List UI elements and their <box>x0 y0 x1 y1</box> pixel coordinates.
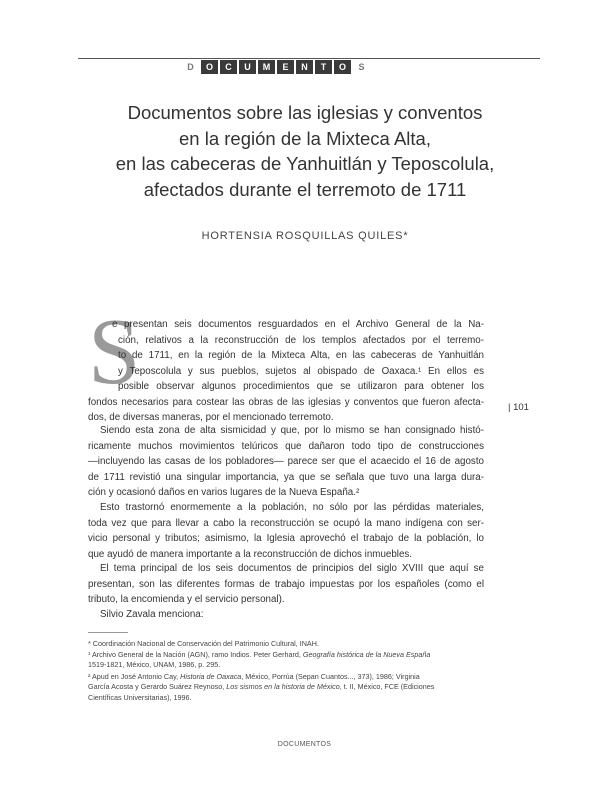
paragraph-1 <box>88 317 484 426</box>
section-header <box>182 60 370 74</box>
footnote-2 <box>88 672 498 703</box>
text-line: Siendo esta zona de alta sismicidad y que, por lo mismo se han consignado histó- <box>100 425 484 436</box>
footer-label: DOCUMENTOS <box>277 741 332 748</box>
text-line: ción, relativos a la reconstrucción de los templos afectados por el terremo- <box>118 334 484 346</box>
section-header-letter: T <box>315 60 332 74</box>
document-title <box>60 100 550 202</box>
drop-cap: S <box>88 300 141 404</box>
title-line: Documentos sobre las iglesias y conventos <box>127 102 483 123</box>
text-line: Esto trastornó enormemente a la población, no sólo por las pérdidas materiales, <box>100 502 484 513</box>
section-header-letter: C <box>220 60 237 74</box>
text-line: tributo, la encomienda y el servicio personal). <box>88 594 285 605</box>
paragraph-5 <box>88 607 484 623</box>
section-header-letter: O <box>201 60 218 74</box>
text-line: to de 1711, en la región de la Mixteca Alta, en las cabeceras de Yanhuitlán <box>118 350 484 361</box>
text-line: —incluyendo las casas de los pobladores— parece ser que el acaecido el 16 de agosto <box>88 456 484 467</box>
text-line: ricamente muchos movimientos telúricos que dañaron todo tipo de construcciones <box>88 440 484 452</box>
section-header-letter: S <box>358 62 365 72</box>
footnote-star <box>88 639 319 649</box>
text-line: posible observar algunos procedimientos que se utilizaron para obtener los <box>118 381 484 392</box>
footnote-text: , México, Porrúa (Sepan Cuantos..., 373), 1986; Virginia <box>241 672 420 681</box>
text-line: El tema principal de los seis documentos de principios del siglo XVIII que aquí se <box>100 563 484 574</box>
footnote-text: Científicas Universitarias), 1996. <box>88 692 192 702</box>
top-rule <box>78 58 540 59</box>
text-line: vicio personal y tributos; asimismo, la Iglesia aprovechó el trabajo de la población, lo <box>88 533 484 544</box>
footnote-title: Geografía histórica de la Nueva España <box>302 650 431 659</box>
text-line: fondos necesarios para costear las obras de las iglesias y conventos que fueron afecta- <box>88 396 484 408</box>
text-line: presentan, son las diferentes formas de trabajo impuestas por los españoles (como el <box>88 578 484 590</box>
text-line: ción y ocasionó daños en varios lugares de la Nueva España.² <box>88 487 360 498</box>
title-line: en las cabeceras de Yanhuitlán y Teposcolula, <box>115 153 495 174</box>
footnote-title: Los sismos en la historia de México <box>226 682 340 692</box>
paragraph-3 <box>88 500 484 562</box>
text-line: toda vez que para llevar a cabo la reconstrucción se ocupó la mano indígena con ser- <box>88 517 484 529</box>
text-line: dos, de diversas maneras, por el mencionado terremoto. <box>88 412 334 423</box>
section-header-letter: U <box>239 60 256 74</box>
text-line: Silvio Zavala menciona: <box>100 609 204 620</box>
author-name: HORTENSIA ROSQUILLAS QUILES* <box>201 230 409 242</box>
footnote-text: 1519-1821, México, UNAM, 1986, p. 295. <box>88 660 221 670</box>
footnote-1 <box>88 650 488 671</box>
footnote-text: * Coordinación Nacional de Conservación del Patrimonio Cultural, INAH. <box>88 639 319 648</box>
page-number: | 101 <box>508 402 529 413</box>
paragraph-2 <box>88 423 484 501</box>
footnote-text: ¹ Archivo General de la Nación (AGN), ramo Indios. Peter Gerhard, <box>88 650 303 659</box>
footnote-title: Historia de Oaxaca <box>180 672 242 681</box>
title-line: en la región de la Mixteca Alta, <box>179 127 431 149</box>
text-line: de 1711 revistió una singular importancia, ya que se señala que tuvo una larga dura- <box>88 471 484 483</box>
footnote-rule <box>88 632 128 633</box>
section-header-letter: N <box>296 60 313 74</box>
section-header-letter: O <box>334 60 351 74</box>
footnote-text: , t. II, México, FCE (Ediciones <box>339 682 435 692</box>
text-line: que ayudó de manera importante a la reconstrucción de dichos inmuebles. <box>88 548 413 560</box>
section-header-letter: M <box>258 60 275 74</box>
title-line: afectados durante el terremoto de 1711 <box>143 178 467 200</box>
paragraph-4 <box>88 561 484 608</box>
section-header-letter: D <box>187 62 194 72</box>
text-line: e presentan seis documentos resguardados en el Archivo General de la Na- <box>112 319 484 330</box>
section-header-letter: E <box>277 60 294 74</box>
text-line: y Teposcolula y sus pueblos, sujetos al obispado de Oaxaca.¹ En ellos es <box>118 365 484 377</box>
footnote-text: ² Apud en José Antonio Cay, <box>88 672 181 681</box>
footnote-text: García Acosta y Gerardo Suárez Reynoso, <box>88 682 227 692</box>
